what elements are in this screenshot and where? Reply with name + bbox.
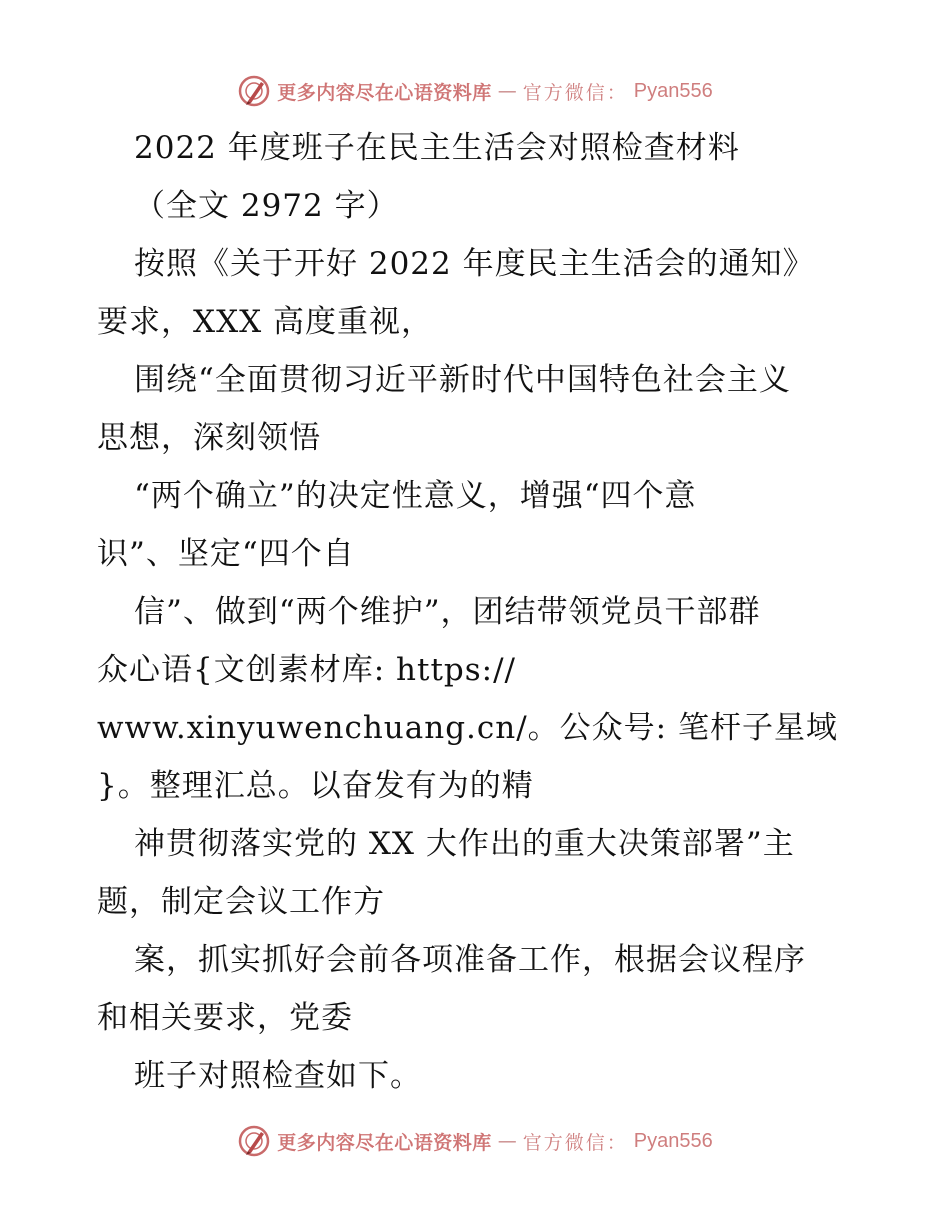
watermark-header bbox=[0, 74, 950, 108]
text-line: 围绕“全面贯彻习近平新时代中国特色社会主义 bbox=[134, 362, 791, 398]
text-line: 神贯彻落实党的 XX 大作出的重大决策部署”主 bbox=[134, 826, 795, 862]
document-title: 2022 年度班子在民主生活会对照检查材料 bbox=[134, 130, 740, 166]
text-line: 思想，深刻领悟 bbox=[97, 420, 321, 456]
pen-logo-icon bbox=[237, 74, 271, 108]
watermark-site-text: 更多内容尽在心语资料库 bbox=[277, 81, 492, 104]
text-line: 识”、坚定“四个自 bbox=[97, 536, 355, 572]
watermark-dash: — bbox=[497, 1130, 517, 1152]
text-line: 案，抓实抓好会前各项准备工作，根据会议程序 bbox=[134, 942, 806, 978]
document-subtitle: （全文 2972 字） bbox=[134, 188, 399, 224]
watermark-site-text: 更多内容尽在心语资料库 bbox=[277, 1131, 492, 1154]
watermark-dash: — bbox=[497, 80, 517, 102]
text-line: “两个确立”的决定性意义，增强“四个意 bbox=[134, 478, 697, 514]
text-line: 信”、做到“两个维护”，团结带领党员干部群 bbox=[134, 594, 761, 630]
pen-logo-icon bbox=[237, 1124, 271, 1158]
text-line: www.xinyuwenchuang.cn/。公众号: 笔杆子星域 bbox=[97, 710, 838, 746]
watermark-wechat-id: Pyan556 bbox=[633, 1129, 713, 1152]
text-line: 按照《关于开好 2022 年度民主生活会的通知》 bbox=[134, 246, 815, 282]
text-line: }。整理汇总。以奋发有为的精 bbox=[97, 768, 534, 804]
text-line: 和相关要求，党委 bbox=[97, 1000, 353, 1036]
watermark-wechat-id: Pyan556 bbox=[633, 79, 713, 102]
text-line: 题，制定会议工作方 bbox=[97, 884, 385, 920]
watermark-footer bbox=[0, 1124, 950, 1158]
watermark-wechat-label: 官方微信： bbox=[522, 81, 628, 104]
text-line: 要求，XXX 高度重视， bbox=[97, 304, 434, 340]
text-line: 众心语{文创素材库: https:// bbox=[97, 652, 516, 688]
text-line: 班子对照检查如下。 bbox=[134, 1058, 422, 1094]
watermark-wechat-label: 官方微信： bbox=[522, 1131, 628, 1154]
